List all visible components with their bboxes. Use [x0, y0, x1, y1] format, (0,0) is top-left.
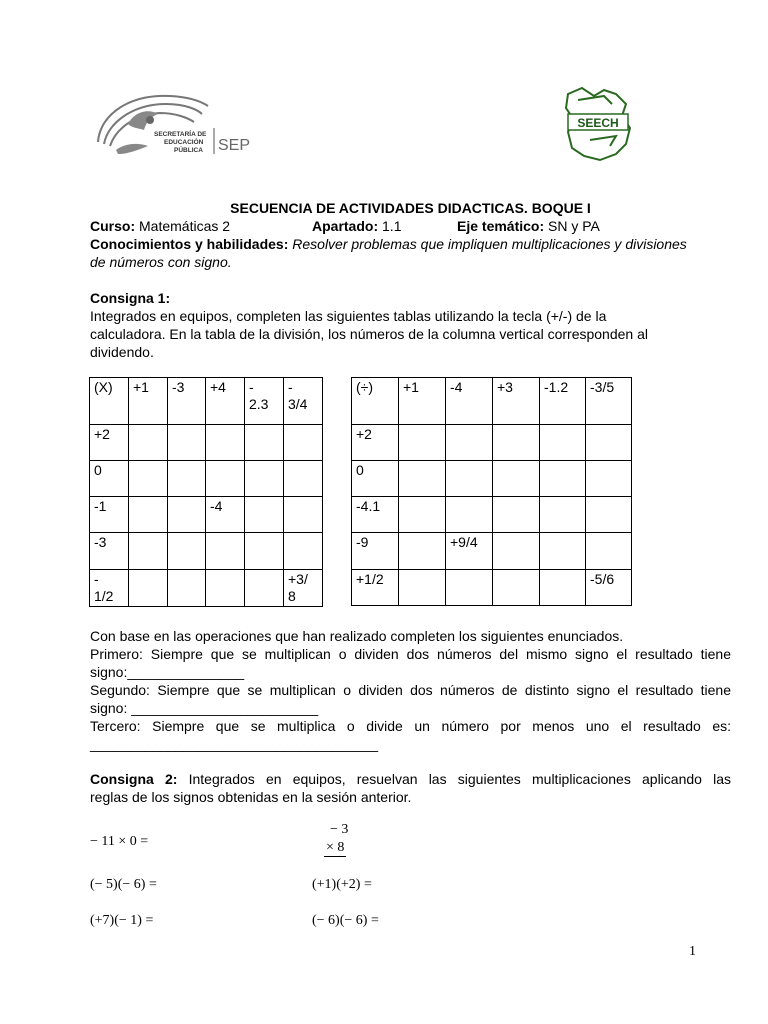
- consigna1-title: Consigna 1:: [90, 290, 171, 306]
- div-cell: +2: [352, 425, 399, 461]
- eje-value: SN y PA: [548, 218, 600, 234]
- exercise-2-top: − 3: [330, 822, 349, 837]
- apartado-label: Apartado:: [312, 218, 379, 234]
- mult-cell: - 3/4: [284, 378, 323, 425]
- mult-cell: [129, 570, 168, 607]
- primero-line2: signo:_______________: [90, 664, 245, 680]
- exercise-1: − 11 × 0 =: [90, 834, 149, 849]
- div-cell: [493, 497, 540, 533]
- curso-value: Matemáticas 2: [139, 218, 231, 234]
- mult-cell: [284, 425, 323, 461]
- div-cell: [446, 425, 493, 461]
- mult-cell: [245, 461, 284, 497]
- div-cell: -3/5: [586, 378, 632, 425]
- mult-cell: [168, 570, 206, 607]
- mult-cell: (X): [90, 378, 129, 425]
- div-cell: [493, 425, 540, 461]
- exercise-4: (+1)(+2) =: [312, 877, 372, 892]
- consigna2-line1: [90, 770, 731, 788]
- div-cell: +9/4: [446, 533, 493, 570]
- mult-cell: [245, 570, 284, 607]
- mult-cell: [168, 533, 206, 570]
- div-cell: [493, 461, 540, 497]
- mult-row: [90, 378, 323, 425]
- div-cell: [540, 425, 586, 461]
- mult-row: [90, 533, 323, 570]
- mult-row: [90, 425, 323, 461]
- div-cell: [540, 533, 586, 570]
- mult-cell: [245, 425, 284, 461]
- consigna2-line2: reglas de los signos obtenidas en la sesión anterior.: [90, 789, 412, 805]
- mult-cell: 0: [90, 461, 129, 497]
- mult-cell: [129, 461, 168, 497]
- conocimientos-label: Conocimientos y habilidades:: [90, 236, 289, 252]
- tercero-line2: _____________________________________: [90, 736, 379, 752]
- mult-cell: [129, 425, 168, 461]
- div-cell: [399, 497, 446, 533]
- div-cell: [540, 497, 586, 533]
- mult-cell: +2: [90, 425, 129, 461]
- div-row: [352, 378, 632, 425]
- eje-label: Eje temático:: [457, 218, 545, 234]
- page-number: 1: [689, 944, 696, 959]
- div-cell: +3: [493, 378, 540, 425]
- div-row: [352, 461, 632, 497]
- mult-cell: [206, 461, 245, 497]
- div-row: [352, 533, 632, 570]
- curso-label: Curso:: [90, 218, 136, 234]
- segundo-line1: Segundo: Siempre que se multiplican o dividen dos números de distinto signo el resultado tiene: [90, 682, 731, 698]
- div-cell: [446, 497, 493, 533]
- mult-cell: [168, 461, 206, 497]
- sep-logo-line3: PÚBLICA: [174, 147, 203, 154]
- mult-cell: [284, 497, 323, 533]
- div-cell: [399, 533, 446, 570]
- mult-row: [90, 461, 323, 497]
- mult-cell: - 1/2: [90, 570, 129, 607]
- segundo-line2: signo: ________________________: [90, 700, 319, 716]
- mult-cell: [206, 533, 245, 570]
- mult-cell: [168, 497, 206, 533]
- div-cell: [399, 570, 446, 606]
- course-line: [90, 217, 731, 235]
- mult-cell: -3: [90, 533, 129, 570]
- mult-cell: +1: [129, 378, 168, 425]
- conocimientos-text2: de números con signo.: [90, 254, 232, 270]
- div-cell: (÷): [352, 378, 399, 425]
- consigna1-line3: dividendo.: [90, 344, 154, 360]
- div-cell: +1: [399, 378, 446, 425]
- mult-cell: [284, 533, 323, 570]
- div-cell: -4: [446, 378, 493, 425]
- mult-cell: -1: [90, 497, 129, 533]
- mult-cell: [129, 533, 168, 570]
- sep-logo-line2: EDUCACIÓN: [164, 139, 204, 146]
- div-row: [352, 497, 632, 533]
- mult-cell: [245, 497, 284, 533]
- conocimientos-line1: [90, 235, 731, 253]
- mult-cell: +3/ 8: [284, 570, 323, 607]
- division-table: [351, 377, 632, 606]
- page-title: SECUENCIA DE ACTIVIDADES DIDACTICAS. BOQUE I: [230, 200, 591, 216]
- mult-cell: - 2.3: [245, 378, 284, 425]
- exercise-6: (− 6)(− 6) =: [312, 913, 379, 928]
- div-cell: [446, 570, 493, 606]
- seech-logo: [560, 82, 638, 164]
- mult-cell: -3: [168, 378, 206, 425]
- exercise-2-bottom: × 8: [326, 840, 345, 855]
- consigna2-text1: Integrados en equipos, resuelvan las siguientes multiplicaciones aplicando las: [188, 771, 732, 787]
- div-cell: [586, 497, 632, 533]
- div-cell: [540, 461, 586, 497]
- div-cell: [586, 533, 632, 570]
- multiplication-table: [89, 377, 323, 607]
- enunciados-intro: Con base en las operaciones que han realizado completen los siguientes enunciados.: [90, 628, 624, 644]
- div-cell: [540, 570, 586, 606]
- consigna2-title: Consigna 2:: [90, 771, 178, 787]
- mult-cell: -4: [206, 497, 245, 533]
- consigna1-line2: calculadora. En la tabla de la división, los números de la columna vertical corresponden al: [90, 326, 648, 342]
- div-cell: [586, 461, 632, 497]
- div-cell: -4.1: [352, 497, 399, 533]
- apartado-value: 1.1: [382, 218, 402, 234]
- div-cell: [493, 570, 540, 606]
- mult-cell: [206, 425, 245, 461]
- div-cell: -9: [352, 533, 399, 570]
- tercero-line1: Tercero: Siempre que se multiplica o divide un número por menos uno el resultado es:: [90, 718, 731, 734]
- mult-row: [90, 497, 323, 533]
- div-row: [352, 570, 632, 606]
- div-cell: +1/2: [352, 570, 399, 606]
- sep-logo-line1: SECRETARÍA DE: [154, 131, 207, 138]
- exercise-3: (− 5)(− 6) =: [90, 877, 157, 892]
- div-cell: [399, 425, 446, 461]
- div-cell: -1.2: [540, 378, 586, 425]
- mult-cell: [206, 570, 245, 607]
- mult-cell: [245, 533, 284, 570]
- sep-logo: [90, 84, 250, 164]
- div-cell: -5/6: [586, 570, 632, 606]
- div-row: [352, 425, 632, 461]
- conocimientos-text1: Resolver problemas que impliquen multiplicaciones y divisiones: [292, 236, 687, 252]
- mult-cell: [129, 497, 168, 533]
- div-cell: [446, 461, 493, 497]
- mult-cell: [168, 425, 206, 461]
- div-cell: [493, 533, 540, 570]
- mult-cell: [284, 461, 323, 497]
- seech-logo-text: SEECH: [577, 116, 619, 130]
- conocimientos-line2: [90, 253, 731, 271]
- mult-row: [90, 570, 323, 607]
- div-cell: 0: [352, 461, 399, 497]
- exercise-5: (+7)(− 1) =: [90, 913, 154, 928]
- mult-cell: +4: [206, 378, 245, 425]
- sep-logo-mark: SEP: [218, 137, 250, 154]
- consigna1-line1: Integrados en equipos, completen las siguientes tablas utilizando la tecla (+/-) de la: [90, 308, 607, 324]
- primero-line1: Primero: Siempre que se multiplican o dividen dos números del mismo signo el resultado tiene: [90, 646, 731, 662]
- div-cell: [399, 461, 446, 497]
- div-cell: [586, 425, 632, 461]
